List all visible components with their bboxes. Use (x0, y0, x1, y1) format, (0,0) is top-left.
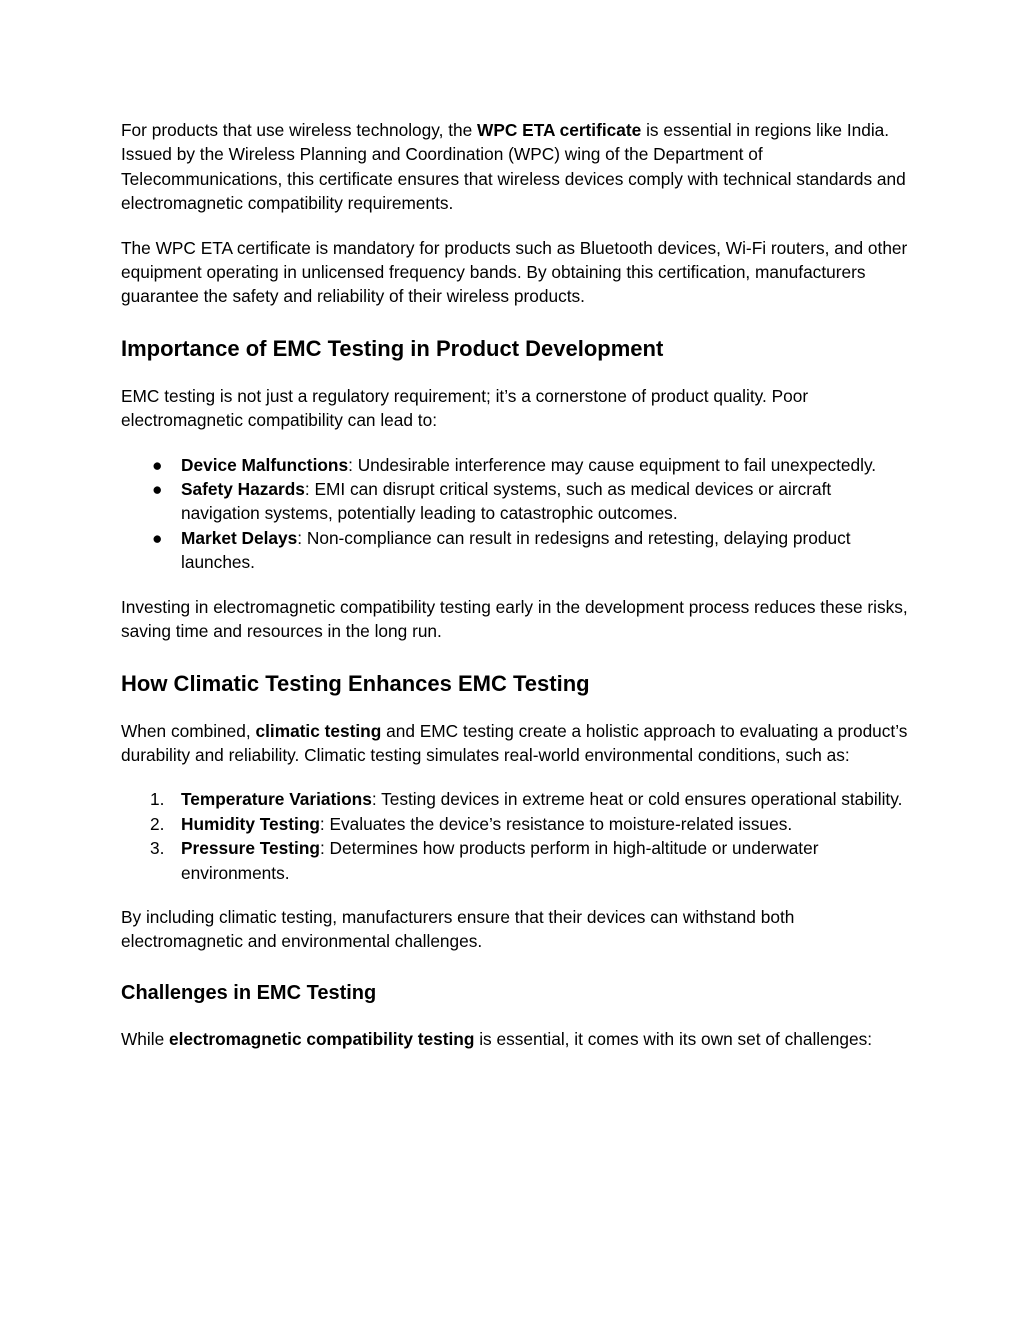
paragraph-text: is essential in regions like India. Issued by the Wireless Planning and Coordination (WPC) wing of the Department of Telecommunications, this certificate ensures that wireless devices comply with technical standards and electromagnetic compatibility requirements. (121, 120, 906, 214)
bold-term: WPC ETA certificate (477, 120, 642, 140)
section-heading-challenges: Challenges in EMC Testing (121, 981, 377, 1004)
list-item (121, 453, 911, 477)
bullet-marker: ● (152, 454, 163, 475)
list-number: 2. (150, 813, 165, 834)
paragraph-text: While (121, 1028, 170, 1049)
paragraph-wpc-mandatory: The WPC ETA certificate is mandatory for products such as Bluetooth devices, Wi-Fi routers, and other equipment operating in unlicensed frequency bands. By obtaining this certification, manufacturers guarantee the safety and reliability of their wireless products. (121, 237, 908, 307)
section-heading-climatic: How Climatic Testing Enhances EMC Testing (121, 670, 590, 696)
list-item-term: Humidity Testing (181, 813, 320, 834)
numbered-list (121, 787, 911, 885)
paragraph-wpc-intro (121, 118, 911, 216)
list-item-desc: : Testing devices in extreme heat or cold ensures operational stability. (371, 789, 903, 810)
paragraph-challenges-intro (121, 1027, 911, 1051)
paragraph-emc-intro: EMC testing is not just a regulatory requirement; it’s a cornerstone of product quality. Poor electromagnetic compatibility can lead to: (121, 385, 809, 431)
list-item-desc: : Evaluates the device’s resistance to moisture-related issues. (319, 813, 793, 834)
list-item-term: Temperature Variations (181, 789, 372, 810)
bold-term: electromagnetic compatibility testing (169, 1028, 475, 1049)
paragraph-climatic-intro (121, 719, 911, 768)
paragraph-text: and EMC testing create a holistic approach to evaluating a product’s durability and reliability. Climatic testing simulates real-world environmental conditions, such as: (121, 720, 908, 765)
list-item (121, 526, 911, 575)
paragraph-climatic-conclusion: By including climatic testing, manufacturers ensure that their devices can withstand both electromagnetic and environmental challenges. (121, 906, 795, 952)
bullet-marker: ● (152, 479, 163, 500)
list-item (121, 812, 911, 836)
document-content (121, 118, 911, 1051)
list-item-term: Safety Hazards (181, 479, 305, 500)
list-item-term: Device Malfunctions (181, 454, 349, 475)
list-item (121, 787, 911, 811)
paragraph-text: When combined, (121, 720, 256, 741)
list-item-term: Pressure Testing (181, 838, 320, 859)
bullet-list (121, 453, 911, 575)
list-item (121, 836, 911, 885)
list-number: 3. (150, 838, 165, 859)
list-item-desc: : Determines how products perform in high-altitude or underwater environments. (181, 838, 819, 883)
paragraph-text: For products that use wireless technology, the (121, 120, 478, 140)
bullet-marker: ● (152, 527, 163, 548)
list-item-desc: : Non-compliance can result in redesigns and retesting, delaying product launches. (181, 527, 851, 573)
list-number: 1. (150, 789, 165, 810)
bold-term: climatic testing (255, 720, 382, 741)
list-item (121, 477, 911, 526)
paragraph-investing: Investing in electromagnetic compatibility testing early in the development process reduces these risks, saving time and resources in the long run. (121, 596, 908, 642)
list-item-desc: : EMI can disrupt critical systems, such as medical devices or aircraft navigation systems, potentially leading to catastrophic outcomes. (181, 479, 832, 524)
section-heading-importance: Importance of EMC Testing in Product Development (121, 335, 664, 361)
list-item-desc: : Undesirable interference may cause equipment to fail unexpectedly. (348, 454, 877, 475)
list-item-term: Market Delays (181, 527, 298, 548)
paragraph-text: is essential, it comes with its own set of challenges: (474, 1028, 873, 1049)
